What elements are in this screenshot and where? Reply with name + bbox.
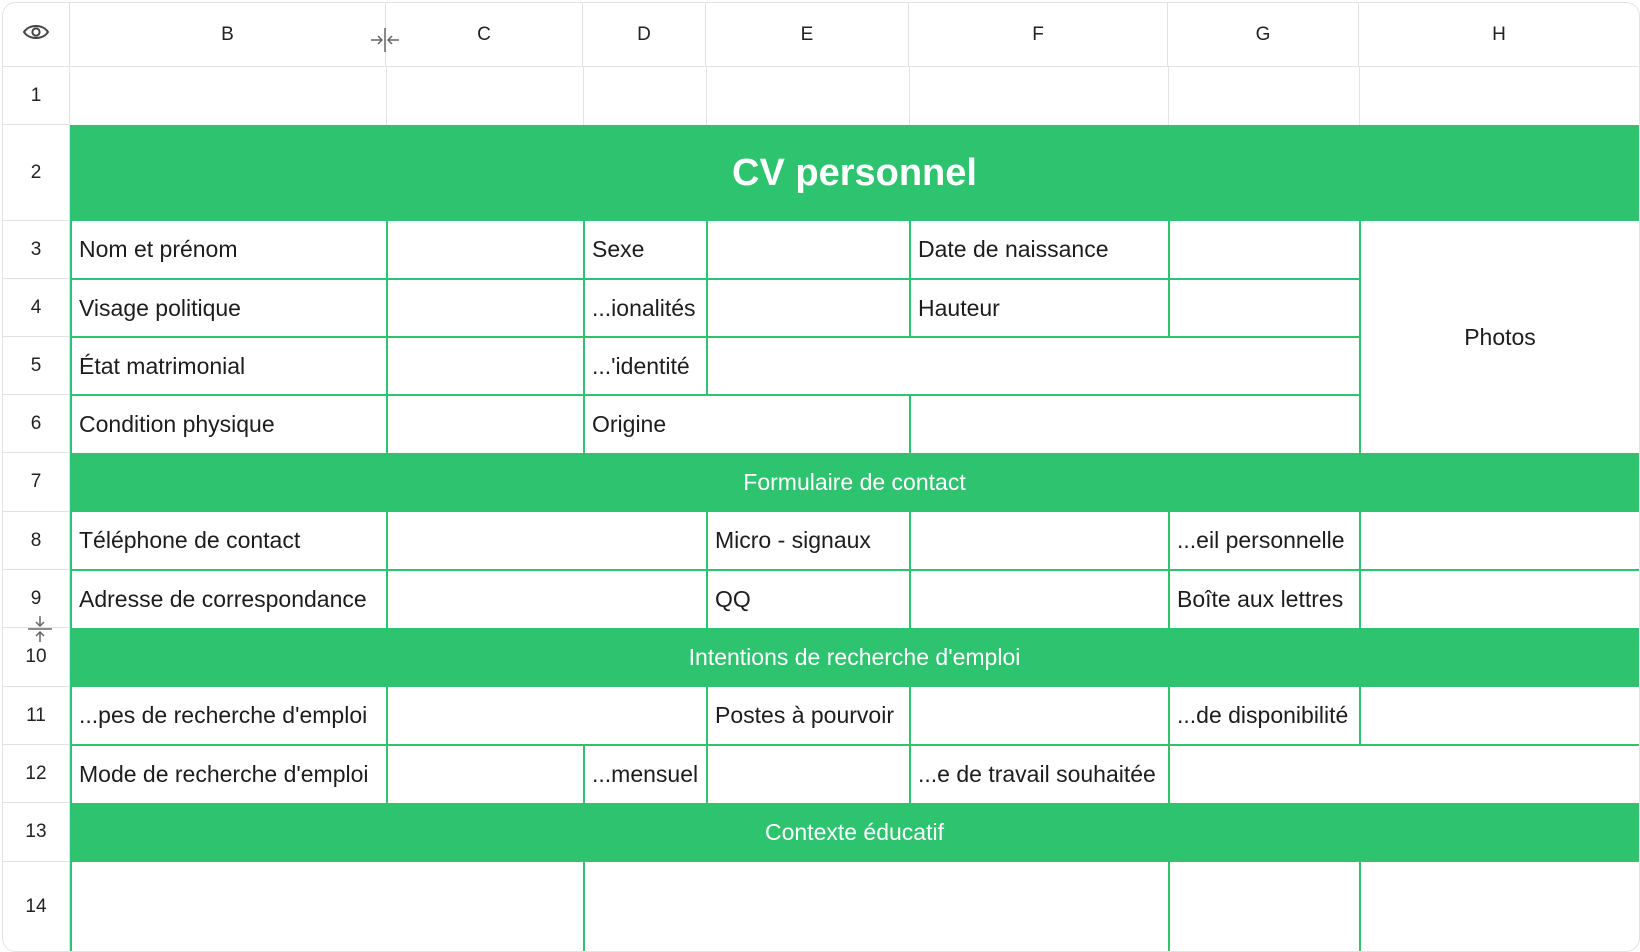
cell-political-label[interactable]: Visage politique — [79, 294, 241, 321]
row-header-11[interactable]: 11 — [3, 687, 70, 745]
gridline — [909, 67, 910, 125]
section-education[interactable]: Contexte éducatif — [70, 803, 1639, 862]
column-resize-handle-icon[interactable] — [370, 27, 400, 53]
row-header-8[interactable]: 8 — [3, 512, 70, 570]
cell-height-label[interactable]: Hauteur — [918, 294, 1000, 321]
border — [706, 745, 708, 803]
row-header-7[interactable]: 7 — [3, 453, 70, 512]
row-header-1[interactable]: 1 — [3, 67, 70, 125]
column-header-d[interactable]: D — [583, 3, 706, 67]
border — [70, 862, 72, 951]
border — [1359, 687, 1361, 745]
cell-positions-label[interactable]: Postes à pourvoir — [715, 702, 894, 728]
cell-job-search-type-label[interactable]: ...pes de recherche d'emploi — [79, 702, 368, 728]
cell-origin-label[interactable]: Origine — [592, 411, 667, 437]
spreadsheet — [2, 2, 1640, 952]
row-header-10[interactable]: 10 — [3, 628, 70, 687]
column-header-e[interactable]: E — [706, 3, 909, 67]
column-header-c[interactable]: C — [386, 3, 583, 67]
cell-mailbox-label[interactable]: Boîte aux lettres — [1177, 586, 1344, 612]
row-header-14[interactable]: 14 — [3, 862, 70, 951]
gridline — [583, 67, 584, 125]
cell-identity-label[interactable]: ...'identité — [592, 352, 690, 379]
cv-title[interactable]: CV personnel — [70, 125, 1639, 221]
row-header-3[interactable]: 3 — [3, 221, 70, 279]
gridline — [706, 67, 707, 125]
row-header-2[interactable]: 2 — [3, 125, 70, 221]
row-header-13[interactable]: 13 — [3, 803, 70, 862]
gridline — [386, 67, 387, 125]
cell-personal-mail-label[interactable]: ...eil personnelle — [1177, 527, 1345, 553]
cell-qq-label[interactable]: QQ — [715, 586, 751, 612]
section-contact[interactable]: Formulaire de contact — [70, 453, 1639, 512]
column-header-h[interactable]: H — [1359, 3, 1639, 67]
eye-icon[interactable] — [22, 23, 50, 47]
corner-header[interactable] — [3, 3, 70, 67]
cell-micro-label[interactable]: Micro - signaux — [715, 527, 871, 553]
border — [706, 221, 708, 395]
cell-birth-date-label[interactable]: Date de naissance — [918, 236, 1109, 262]
border — [1359, 862, 1361, 951]
border — [583, 862, 585, 951]
cell-sex-label[interactable]: Sexe — [592, 236, 645, 262]
row-header-12[interactable]: 12 — [3, 745, 70, 803]
cell-name-label[interactable]: Nom et prénom — [79, 236, 238, 262]
column-header-b[interactable]: B — [70, 3, 386, 67]
cell-address-label[interactable]: Adresse de correspondance — [79, 586, 367, 612]
cell-search-mode-label[interactable]: Mode de recherche d'emploi — [79, 761, 369, 787]
gridline — [1168, 67, 1169, 125]
row-header-4[interactable]: 4 — [3, 279, 70, 337]
border — [1168, 862, 1170, 951]
border — [909, 395, 911, 453]
cell-photos[interactable]: Photos — [1464, 323, 1536, 350]
cell-physical-label[interactable]: Condition physique — [79, 411, 275, 437]
cell-monthly-label[interactable]: ...mensuel — [592, 761, 699, 787]
cell-phone-label[interactable]: Téléphone de contact — [79, 527, 301, 553]
cell-desired-work-label[interactable]: ...e de travail souhaitée — [918, 761, 1156, 787]
cell-marital-label[interactable]: État matrimonial — [79, 352, 246, 379]
gridline — [1359, 67, 1360, 125]
row-header-9[interactable]: 9 — [3, 570, 70, 628]
row-resize-handle-icon[interactable] — [27, 615, 53, 643]
column-header-f[interactable]: F — [909, 3, 1168, 67]
cell-availability-label[interactable]: ...de disponibilité — [1177, 702, 1349, 728]
row-header-5[interactable]: 5 — [3, 337, 70, 395]
section-intentions[interactable]: Intentions de recherche d'emploi — [70, 628, 1639, 687]
column-header-g[interactable]: G — [1168, 3, 1359, 67]
cell-nationalities-label[interactable]: ...ionalités — [592, 294, 696, 321]
row-header-6[interactable]: 6 — [3, 395, 70, 453]
